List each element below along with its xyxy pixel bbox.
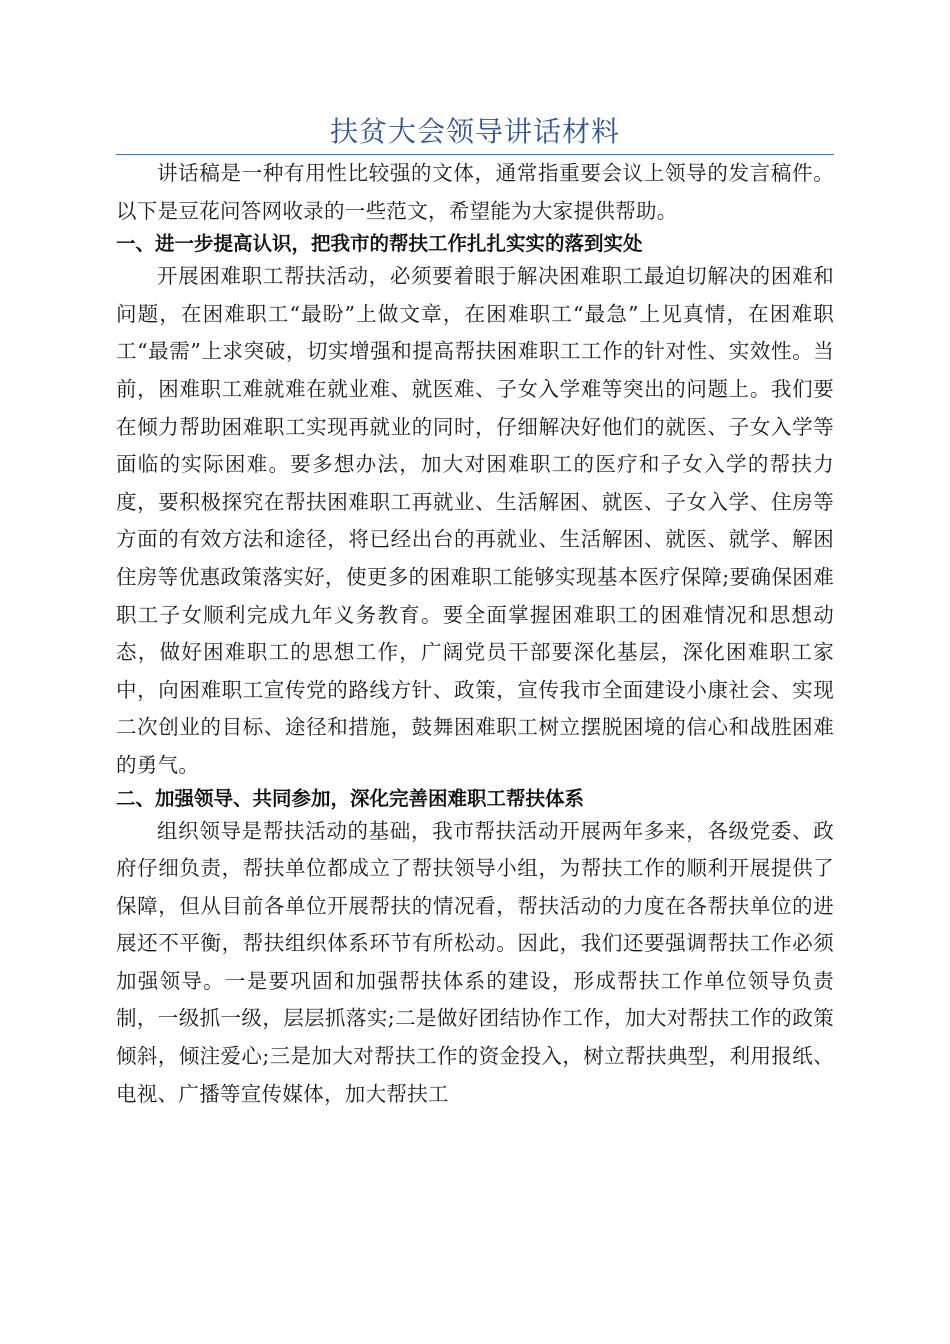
intro-paragraph: 讲话稿是一种有用性比较强的文体，通常指重要会议上领导的发言稿件。以下是豆花问答网收录的一些范文，希望能为大家提供帮助。 [116, 161, 834, 223]
section-2-heading: 二、加强领导、共同参加，深化完善困难职工帮扶体系 [116, 786, 585, 810]
section-2-body: 组织领导是帮扶活动的基础，我市帮扶活动开展两年多来，各级党委、政府仔细负责，帮扶单位都成立了帮扶领导小组，为帮扶工作的顺利开展提供了保障，但从目前各单位开展帮扶的情况看，帮扶活动的力度在各帮扶单位的进展还不平衡，帮扶组织体系环节有所松动。因此，我们还要强调帮扶工作必须加强领导。一是要巩固和加强帮扶体系的建设，形成帮扶工作单位领导负责制，一级抓一级，层层抓落实;二是做好团结协作工作，加大对帮扶工作的政策倾斜，倾注爱心;三是加大对帮扶工作的资金投入，树立帮扶典型，利用报纸、电视、广播等宣传媒体，加大帮扶工 [116, 818, 834, 1106]
section-1-body: 开展困难职工帮扶活动，必须要着眼于解决困难职工最迫切解决的困难和问题，在困难职工“最盼”上做文章，在困难职工“最急”上见真情，在困难职工“最需”上求突破，切实增强和提高帮扶困难职工工作的针对性、实效性。当前，困难职工难就难在就业难、就医难、子女入学难等突出的问题上。我们要在倾力帮助困难职工实现再就业的同时，仔细解决好他们的就医、子女入学等面临的实际困难。要多想办法，加大对困难职工的医疗和子女入学的帮扶力度，要积极探究在帮扶困难职工再就业、生活解困、就医、子女入学、住房等方面的有效方法和途径，将已经出台的再就业、生活解困、就医、就学、解困住房等优惠政策落实好，使更多的困难职工能够实现基本医疗保障;要确保困难职工子女顺利完成九年义务教育。要全面掌握困难职工的困难情况和思想动态，做好困难职工的思想工作，广阔党员干部要深化基层，深化困难职工家中，向困难职工宣传党的路线方针、政策，宣传我市全面建设小康社会、实现二次创业的目标、途径和措施，鼓舞困难职工树立摆脱困境的信心和战胜困难的勇气。 [116, 264, 834, 777]
document-title: 扶贫大会领导讲话材料 [329, 115, 620, 148]
section-1-heading: 一、进一步提高认识，把我市的帮扶工作扎扎实实的落到实处 [116, 232, 643, 256]
document-page [116, 0, 834, 1113]
